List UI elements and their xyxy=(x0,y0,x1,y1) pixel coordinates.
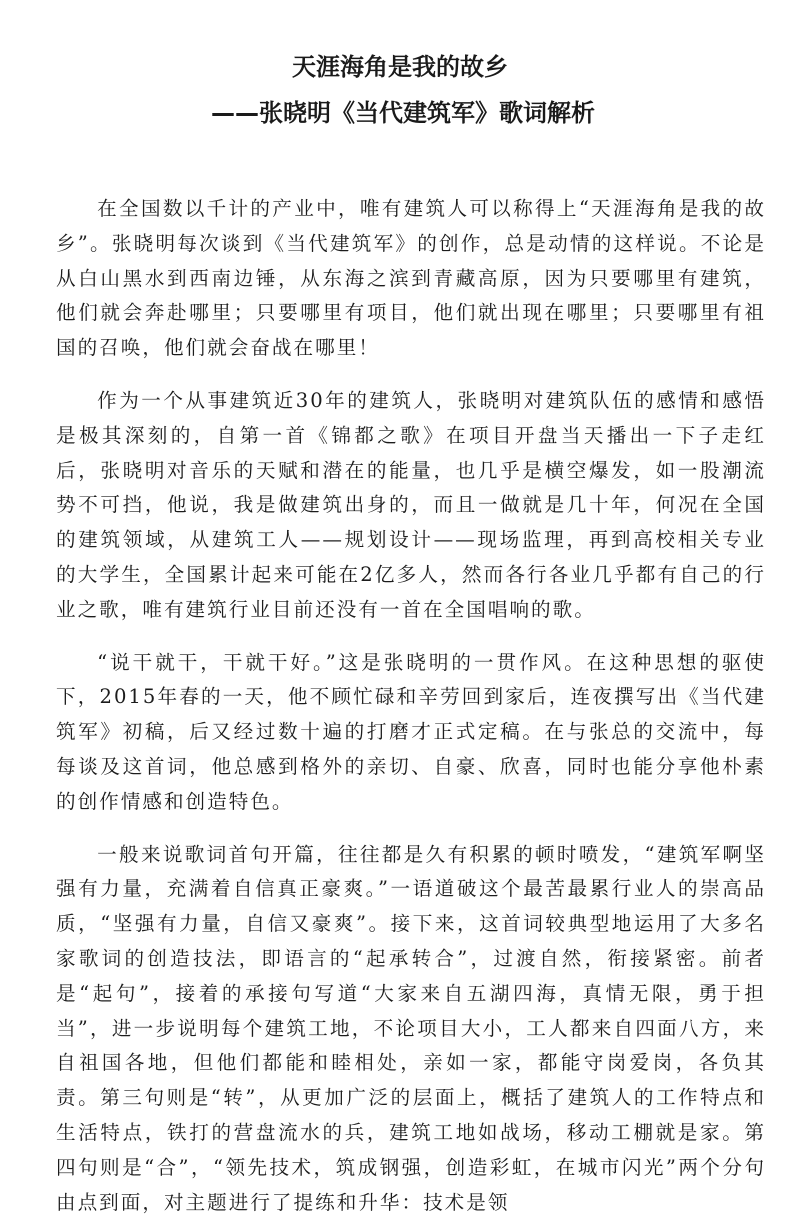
paragraph-4: 一般来说歌词首句开篇，往往都是久有积累的顿时喷发，“建筑军啊坚强有力量，充满着自信真正豪爽。”一语道破这个最苦最累行业人的崇高品质，“坚强有力量，自信又豪爽”。接下来，这首词较典型地运用了大多名家歌词的创造技法，即语言的“起承转合”，过渡自然，衔接紧密。前者是“起句”，接着的承接句写道“大家来自五湖四海，真情无限，勇于担当”，进一步说明每个建筑工地，不论项目大小，工人都来自四面八方，来自祖国各地，但他们都能和睦相处，亲如一家，都能守岗爱岗，各负其责。第三句则是“转”，从更加广泛的层面上，概括了建筑人的工作特点和生活特点，铁打的营盘流水的兵，建筑工地如战场，移动工棚就是家。第四句则是“合”，“领先技术，筑成钢强，创造彩虹，在城市闪光”两个分句由点到面，对主题进行了提练和升华：技术是领 xyxy=(56,842,766,1214)
document-subtitle: ——张晓明《当代建筑军》歌词解析 xyxy=(211,99,595,127)
paragraph-3: “说干就干，干就干好。”这是张晓明的一贯作风。在这种思想的驱使下，2015年春的一天，他不顾忙碌和辛劳回到家后，连夜撰写出《当代建筑军》初稿，后又经过数十遍的打磨才正式定稿。在与张总的交流中，每每谈及这首词，他总感到格外的亲切、自豪、欣喜，同时也能分享他朴素的创作情感和创造特色。 xyxy=(56,650,766,813)
paragraph-1: 在全国数以千计的产业中，唯有建筑人可以称得上“天涯海角是我的故乡”。张晓明每次谈到《当代建筑军》的创作，总是动情的这样说。不论是从白山黑水到西南边锤，从东海之滨到青藏高原，因为只要哪里有建筑，他们就会奔赴哪里；只要哪里有项目，他们就出现在哪里；只要哪里有祖国的召唤，他们就会奋战在哪里！ xyxy=(56,197,766,360)
title-block xyxy=(0,44,800,136)
paragraph-2: 作为一个从事建筑近30年的建筑人，张晓明对建筑队伍的感情和感悟是极其深刻的，自第一首《锦都之歌》在项目开盘当天播出一下子走红后，张晓明对音乐的天赋和潜在的能量，也几乎是横空爆发，如一股潮流势不可挡，他说，我是做建筑出身的，而且一做就是几十年，何况在全国的建筑领域，从建筑工人——规划设计——现场监理，再到高校相关专业的大学生，全国累计起来可能在2亿多人，然而各行各业几乎都有自己的行业之歌，唯有建筑行业目前还没有一首在全国唱响的歌。 xyxy=(56,388,766,621)
document-title: 天涯海角是我的故乡 xyxy=(292,53,508,81)
article-body xyxy=(56,192,766,1220)
